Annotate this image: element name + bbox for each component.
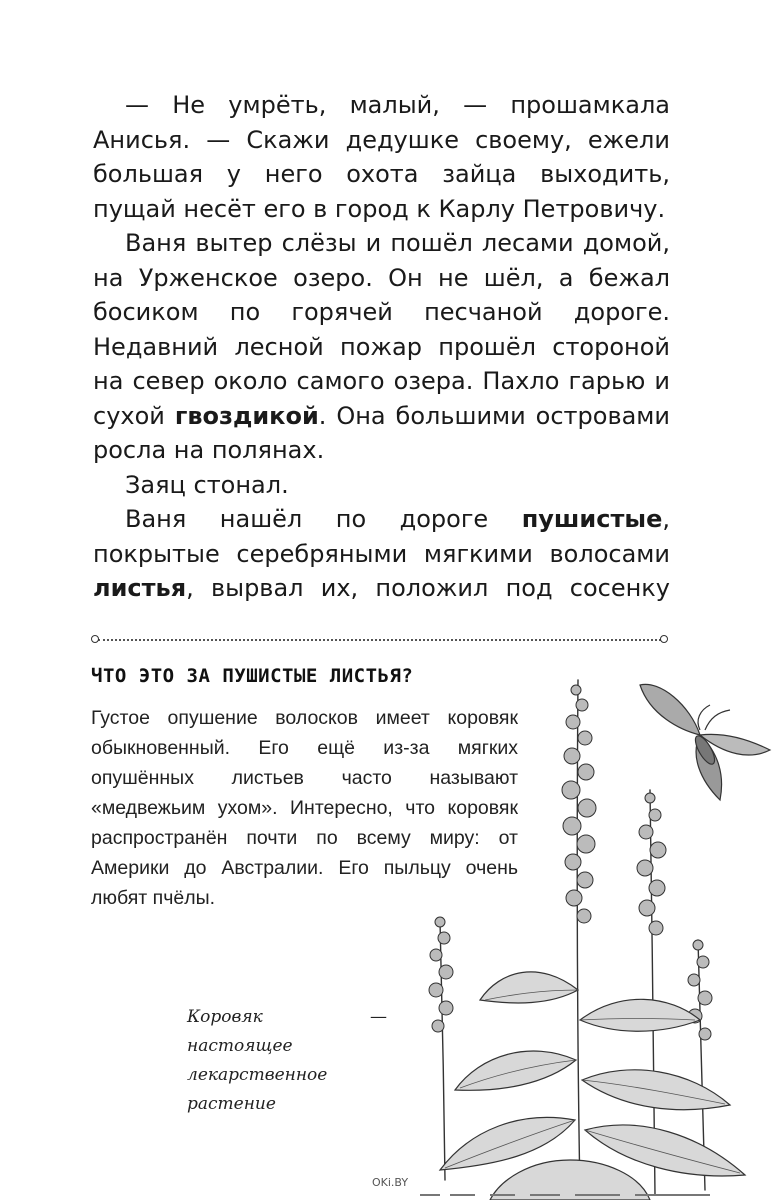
mullein-illustration [400,660,773,1200]
info-box-text: Густое опушение волосков имеет коровяк обыкновенный. Его ещё из-за мягких опушённых листьев часто называют «медвежьим ухом». Интересно, что коровяк распространён почти по всему миру: от Америки до Австралии. Его пыльцу очень любят пчёлы. [91,707,518,909]
info-box-title: ЧТО ЭТО ЗА ПУШИСТЫЕ ЛИСТЬЯ? [91,665,414,687]
term-pushistye: пушистые [521,505,663,533]
moth-drawing [640,684,770,800]
illustration-caption: Коровяк — настоящее лекарственное растение [187,1007,387,1114]
story-text [93,88,670,606]
paragraph-2 [93,226,670,468]
divider-endpoint-right [660,635,668,643]
dotted-line [98,639,661,641]
p4-text-b: , покрытые серебряными мягкими волосами [93,505,670,568]
term-gvozdika: гвоздикой [174,401,319,430]
p4-text-c: , вырвал их, положил под сосенку [186,574,670,602]
divider-endpoint-left [91,635,99,643]
section-divider [91,635,668,645]
bottom-page-strip [420,1192,720,1198]
watermark: OKi.BY [368,1176,412,1189]
p4-text-a: Ваня нашёл по дороге [125,505,522,533]
p2-text-b: . Она большими островами росла на полянах. [93,401,670,464]
paragraph-3: Заяц стонал. [125,470,289,499]
paragraph-1: — Не умрёть, малый, — прошамкала Анисья. — Скажи дедушке своему, ежели большая у него охота зайца выходить, пущай несёт его в город к Карлу Петровичу. [93,91,670,223]
paragraph-4 [93,502,670,606]
term-listya: листья [93,574,187,602]
p2-text-a: Ваня вытер слёзы и пошёл лесами домой, на Урженское озеро. Он не шёл, а бежал босиком по горячей песчаной дороге. Недавний лесной пожар прошёл стороной на север около самого озера. Пахло гарью и сухой [93,229,670,430]
